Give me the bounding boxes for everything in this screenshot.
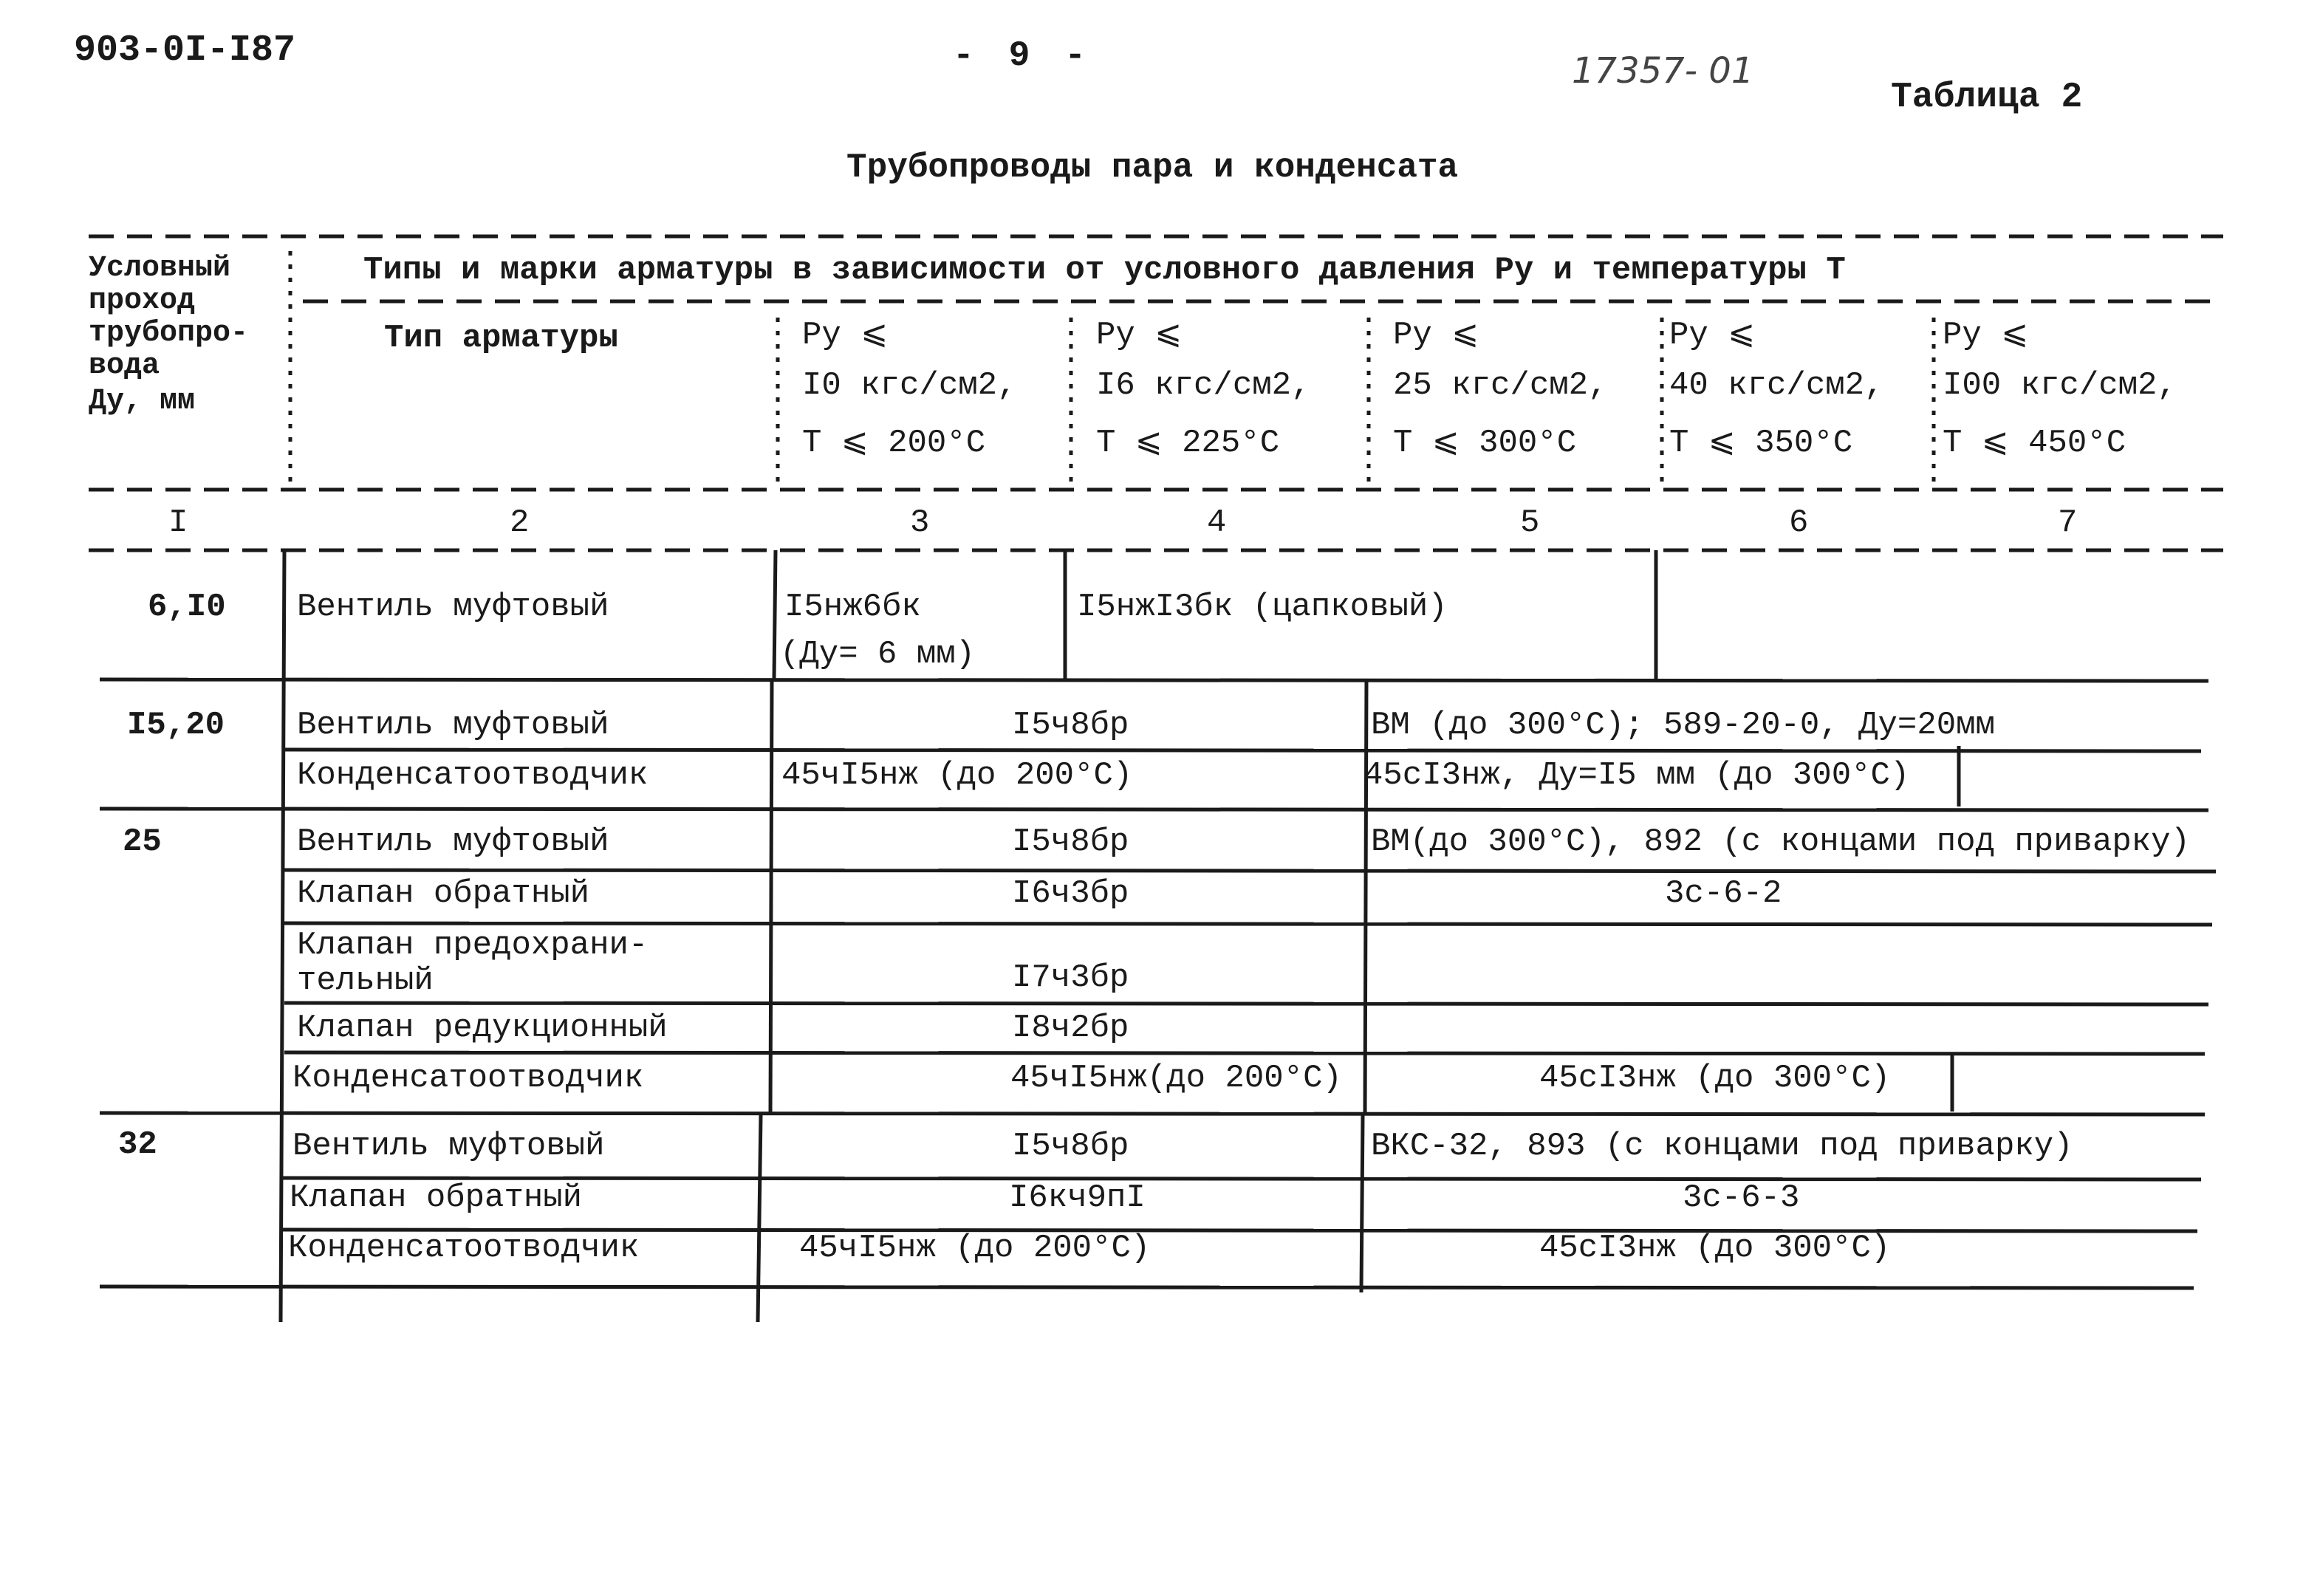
fitting-type: Конденсатоотводчик: [288, 1230, 640, 1267]
condition-line: 40 кгс/см2,: [1669, 367, 1884, 404]
du-value: 32: [118, 1126, 157, 1163]
condition-line: Ру ⩽: [802, 317, 889, 354]
fitting-mark: I5ч8бр: [1012, 707, 1129, 744]
condition-line: Т ⩽ 450°С: [1943, 425, 2126, 462]
du-value: 6,I0: [148, 589, 226, 626]
condition-line: Т ⩽ 225°С: [1096, 425, 1280, 462]
document-code: 903-0I-I87: [74, 30, 296, 72]
condition-line: Ру ⩽: [1393, 317, 1479, 354]
du-value: 25: [123, 823, 162, 860]
du-header-line: трубопро-: [89, 317, 249, 350]
column-number: 7: [2058, 504, 2078, 541]
condition-line: Ру ⩽: [1096, 317, 1183, 354]
column-number: 6: [1789, 504, 1809, 541]
fitting-mark: I5ч8бр: [1012, 823, 1129, 860]
fitting-mark: ВМ(до 300°С), 892 (с концами под приварку): [1371, 823, 2190, 860]
column-number: I: [168, 504, 188, 541]
condition-line: 25 кгс/см2,: [1393, 367, 1608, 404]
fitting-mark: 45сI3нж (до 300°С): [1539, 1060, 1891, 1097]
fitting-mark: I5нжI3бк (цапковый): [1077, 589, 1448, 626]
fitting-mark: (Ду= 6 мм): [780, 636, 976, 673]
condition-line: I00 кгс/см2,: [1943, 367, 2177, 404]
du-value: I5,20: [127, 707, 225, 744]
fitting-mark: 3с-6-2: [1665, 875, 1782, 912]
type-header: Тип арматуры: [384, 320, 618, 357]
fitting-type: Клапан предохрани-: [297, 927, 649, 964]
fitting-mark: 3с-6-3: [1683, 1179, 1800, 1216]
condition-line: Т ⩽ 300°С: [1393, 425, 1577, 462]
condition-line: Ру ⩽: [1669, 317, 1756, 354]
page-number: - 9 -: [953, 36, 1087, 76]
column-number: 5: [1520, 504, 1540, 541]
du-header-line: Ду, мм: [89, 385, 196, 418]
condition-line: Т ⩽ 350°С: [1669, 425, 1853, 462]
fitting-mark: I5нж6бк: [784, 589, 921, 626]
fitting-type: Вентиль муфтовый: [297, 589, 609, 626]
fitting-mark: 45чI5нж (до 200°С): [799, 1230, 1151, 1267]
fitting-mark: 45чI5нж(до 200°С): [1010, 1060, 1342, 1097]
group-header-title: Типы и марки арматуры в зависимости от условного давления Ру и температуры Т: [363, 252, 1846, 289]
fitting-mark: I6кч9пI: [1009, 1179, 1146, 1216]
column-number: 2: [510, 504, 530, 541]
fitting-mark: 45сI3нж, Ду=I5 мм (до 300°С): [1363, 757, 1910, 794]
condition-line: Ру ⩽: [1943, 317, 2029, 354]
fitting-mark: I7ч3бр: [1012, 959, 1129, 996]
fitting-mark: 45чI5нж (до 200°С): [781, 757, 1133, 794]
du-header-line: Условный: [89, 252, 231, 285]
fitting-type: Вентиль муфтовый: [297, 707, 609, 744]
du-header-line: вода: [89, 349, 160, 383]
fitting-mark: I5ч8бр: [1012, 1128, 1129, 1165]
condition-line: I6 кгс/см2,: [1096, 367, 1311, 404]
fitting-type: Клапан редукционный: [297, 1010, 668, 1047]
table-title: Трубопроводы пара и конденсата: [846, 148, 1459, 187]
fitting-mark: ВМ (до 300°С); 589-20-0, Ду=20мм: [1371, 707, 1995, 744]
fitting-type: Конденсатоотводчик: [292, 1060, 644, 1097]
condition-line: Т ⩽ 200°С: [802, 425, 986, 462]
column-number: 3: [910, 504, 930, 541]
fitting-type: тельный: [297, 962, 434, 999]
du-header-line: проход: [89, 284, 196, 318]
column-number: 4: [1207, 504, 1227, 541]
fitting-type: Клапан обратный: [297, 875, 590, 912]
table-label: Таблица 2: [1891, 78, 2083, 117]
fitting-mark: I6ч3бр: [1012, 875, 1129, 912]
archive-stamp: 17357- 01: [1572, 50, 1754, 92]
fitting-mark: 45сI3нж (до 300°С): [1539, 1230, 1891, 1267]
fitting-mark: ВКС-32, 893 (с концами под приварку): [1371, 1128, 2073, 1165]
condition-line: I0 кгс/см2,: [802, 367, 1017, 404]
fitting-mark: I8ч2бр: [1012, 1010, 1129, 1047]
fitting-type: Вентиль муфтовый: [292, 1128, 605, 1165]
fitting-type: Конденсатоотводчик: [297, 757, 649, 794]
fitting-type: Вентиль муфтовый: [297, 823, 609, 860]
fitting-type: Клапан обратный: [290, 1179, 583, 1216]
